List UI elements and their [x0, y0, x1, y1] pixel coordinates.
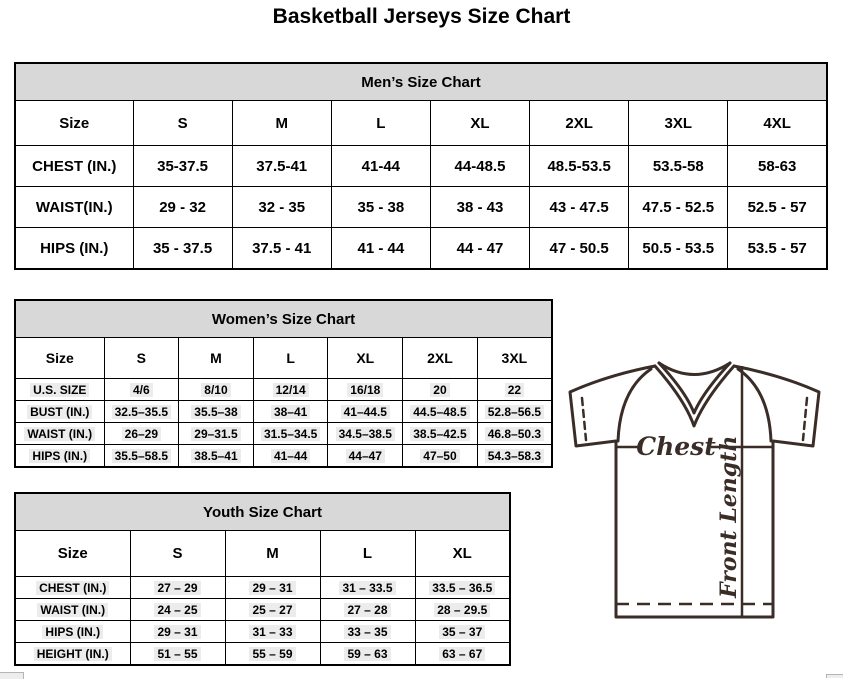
table-row — [15, 187, 827, 228]
size-value-cell: 35 - 38 — [331, 187, 430, 228]
table-title-row — [15, 63, 827, 101]
column-header-size: Size — [15, 338, 104, 379]
column-header: 2XL — [530, 101, 629, 146]
jersey-illustration — [558, 352, 840, 632]
size-value-cell: 44–47 — [328, 445, 403, 468]
size-value-cell: 32 - 35 — [232, 187, 331, 228]
row-label: HEIGHT (IN.) — [15, 643, 130, 666]
size-value-cell: 46.8–50.3 — [477, 423, 552, 445]
size-value-cell: 20 — [403, 379, 478, 401]
size-value-cell: 41–44 — [253, 445, 328, 468]
size-value-cell: 16/18 — [328, 379, 403, 401]
size-value-cell: 41 - 44 — [331, 228, 430, 270]
youth-size-table — [14, 492, 511, 666]
size-value-cell: 26–29 — [104, 423, 179, 445]
table-row — [15, 146, 827, 187]
size-value-cell: 4/6 — [104, 379, 179, 401]
size-value-cell: 55 – 59 — [225, 643, 320, 666]
mens-size-table — [14, 62, 828, 270]
size-value-cell: 32.5–35.5 — [104, 401, 179, 423]
size-value-cell: 33.5 – 36.5 — [415, 577, 510, 599]
size-value-cell: 59 – 63 — [320, 643, 415, 666]
column-header: XL — [415, 531, 510, 577]
jersey-right-cuff-stitch — [803, 398, 807, 440]
row-label: U.S. SIZE — [15, 379, 104, 401]
size-value-cell: 29 – 31 — [130, 621, 225, 643]
column-header-row — [15, 101, 827, 146]
size-value-cell: 44-48.5 — [430, 146, 529, 187]
size-value-cell: 52.8–56.5 — [477, 401, 552, 423]
size-value-cell: 47.5 - 52.5 — [629, 187, 728, 228]
size-value-cell: 54.3–58.3 — [477, 445, 552, 468]
scrollbar-fragment-right[interactable] — [826, 674, 843, 678]
column-header: M — [179, 338, 254, 379]
table-title-row — [15, 493, 510, 531]
jersey-body-outline — [570, 366, 819, 617]
table-row — [15, 643, 510, 666]
size-value-cell: 29 - 32 — [133, 187, 232, 228]
column-header: S — [133, 101, 232, 146]
column-header: L — [320, 531, 415, 577]
size-value-cell: 38–41 — [253, 401, 328, 423]
column-header-row — [15, 531, 510, 577]
row-label: WAIST(IN.) — [15, 187, 133, 228]
size-value-cell: 44.5–48.5 — [403, 401, 478, 423]
size-value-cell: 34.5–38.5 — [328, 423, 403, 445]
size-value-cell: 58-63 — [728, 146, 827, 187]
size-value-cell: 52.5 - 57 — [728, 187, 827, 228]
column-header: 3XL — [629, 101, 728, 146]
column-header: M — [225, 531, 320, 577]
row-label: WAIST (IN.) — [15, 423, 104, 445]
chest-label: Chest — [636, 432, 716, 461]
womens-size-table — [14, 299, 553, 468]
size-value-cell: 38.5–41 — [179, 445, 254, 468]
size-value-cell: 38.5–42.5 — [403, 423, 478, 445]
size-value-cell: 41-44 — [331, 146, 430, 187]
size-value-cell: 43 - 47.5 — [530, 187, 629, 228]
column-header: XL — [430, 101, 529, 146]
size-value-cell: 53.5 - 57 — [728, 228, 827, 270]
size-value-cell: 35-37.5 — [133, 146, 232, 187]
size-value-cell: 38 - 43 — [430, 187, 529, 228]
table-row — [15, 401, 552, 423]
size-value-cell: 37.5 - 41 — [232, 228, 331, 270]
row-label: CHEST (IN.) — [15, 577, 130, 599]
column-header: L — [331, 101, 430, 146]
table-row — [15, 621, 510, 643]
table-title: Men’s Size Chart — [15, 63, 827, 101]
row-label: WAIST (IN.) — [15, 599, 130, 621]
size-value-cell: 35 – 37 — [415, 621, 510, 643]
row-label: CHEST (IN.) — [15, 146, 133, 187]
size-value-cell: 27 – 28 — [320, 599, 415, 621]
size-value-cell: 31 – 33.5 — [320, 577, 415, 599]
size-value-cell: 47–50 — [403, 445, 478, 468]
size-value-cell: 12/14 — [253, 379, 328, 401]
row-label: HIPS (IN.) — [15, 621, 130, 643]
table-title: Youth Size Chart — [15, 493, 510, 531]
size-value-cell: 22 — [477, 379, 552, 401]
size-value-cell: 25 – 27 — [225, 599, 320, 621]
jersey-measurement-diagram — [558, 352, 840, 632]
size-value-cell: 29–31.5 — [179, 423, 254, 445]
table-row — [15, 599, 510, 621]
size-value-cell: 47 - 50.5 — [530, 228, 629, 270]
size-value-cell: 35.5–58.5 — [104, 445, 179, 468]
column-header: XL — [328, 338, 403, 379]
table-row — [15, 445, 552, 468]
column-header: S — [104, 338, 179, 379]
column-header-size: Size — [15, 101, 133, 146]
jersey-left-cuff-stitch — [582, 398, 586, 440]
size-value-cell: 31 – 33 — [225, 621, 320, 643]
size-value-cell: 37.5-41 — [232, 146, 331, 187]
jersey-left-sleeve-seam — [618, 369, 651, 441]
column-header-row — [15, 338, 552, 379]
row-label: BUST (IN.) — [15, 401, 104, 423]
size-value-cell: 8/10 — [179, 379, 254, 401]
column-header: 4XL — [728, 101, 827, 146]
size-value-cell: 28 – 29.5 — [415, 599, 510, 621]
table-title-row — [15, 300, 552, 338]
size-value-cell: 63 – 67 — [415, 643, 510, 666]
size-value-cell: 33 – 35 — [320, 621, 415, 643]
size-value-cell: 44 - 47 — [430, 228, 529, 270]
size-value-cell: 51 – 55 — [130, 643, 225, 666]
column-header: L — [253, 338, 328, 379]
table-row — [15, 379, 552, 401]
column-header: 2XL — [403, 338, 478, 379]
table-title: Women’s Size Chart — [15, 300, 552, 338]
front-length-label: Front Length — [716, 435, 742, 598]
size-value-cell: 53.5-58 — [629, 146, 728, 187]
table-row — [15, 423, 552, 445]
column-header: M — [232, 101, 331, 146]
size-value-cell: 27 – 29 — [130, 577, 225, 599]
column-header: 3XL — [477, 338, 552, 379]
size-value-cell: 35 - 37.5 — [133, 228, 232, 270]
page-title: Basketball Jerseys Size Chart — [272, 5, 571, 28]
size-value-cell: 29 – 31 — [225, 577, 320, 599]
column-header: S — [130, 531, 225, 577]
row-label: HIPS (IN.) — [15, 228, 133, 270]
size-value-cell: 35.5–38 — [179, 401, 254, 423]
table-row — [15, 577, 510, 599]
size-value-cell: 31.5–34.5 — [253, 423, 328, 445]
size-value-cell: 50.5 - 53.5 — [629, 228, 728, 270]
column-header-size: Size — [15, 531, 130, 577]
scrollbar-fragment-left[interactable] — [0, 672, 24, 679]
size-value-cell: 41–44.5 — [328, 401, 403, 423]
row-label: HIPS (IN.) — [15, 445, 104, 468]
table-row — [15, 228, 827, 270]
size-value-cell: 24 – 25 — [130, 599, 225, 621]
size-value-cell: 48.5-53.5 — [530, 146, 629, 187]
